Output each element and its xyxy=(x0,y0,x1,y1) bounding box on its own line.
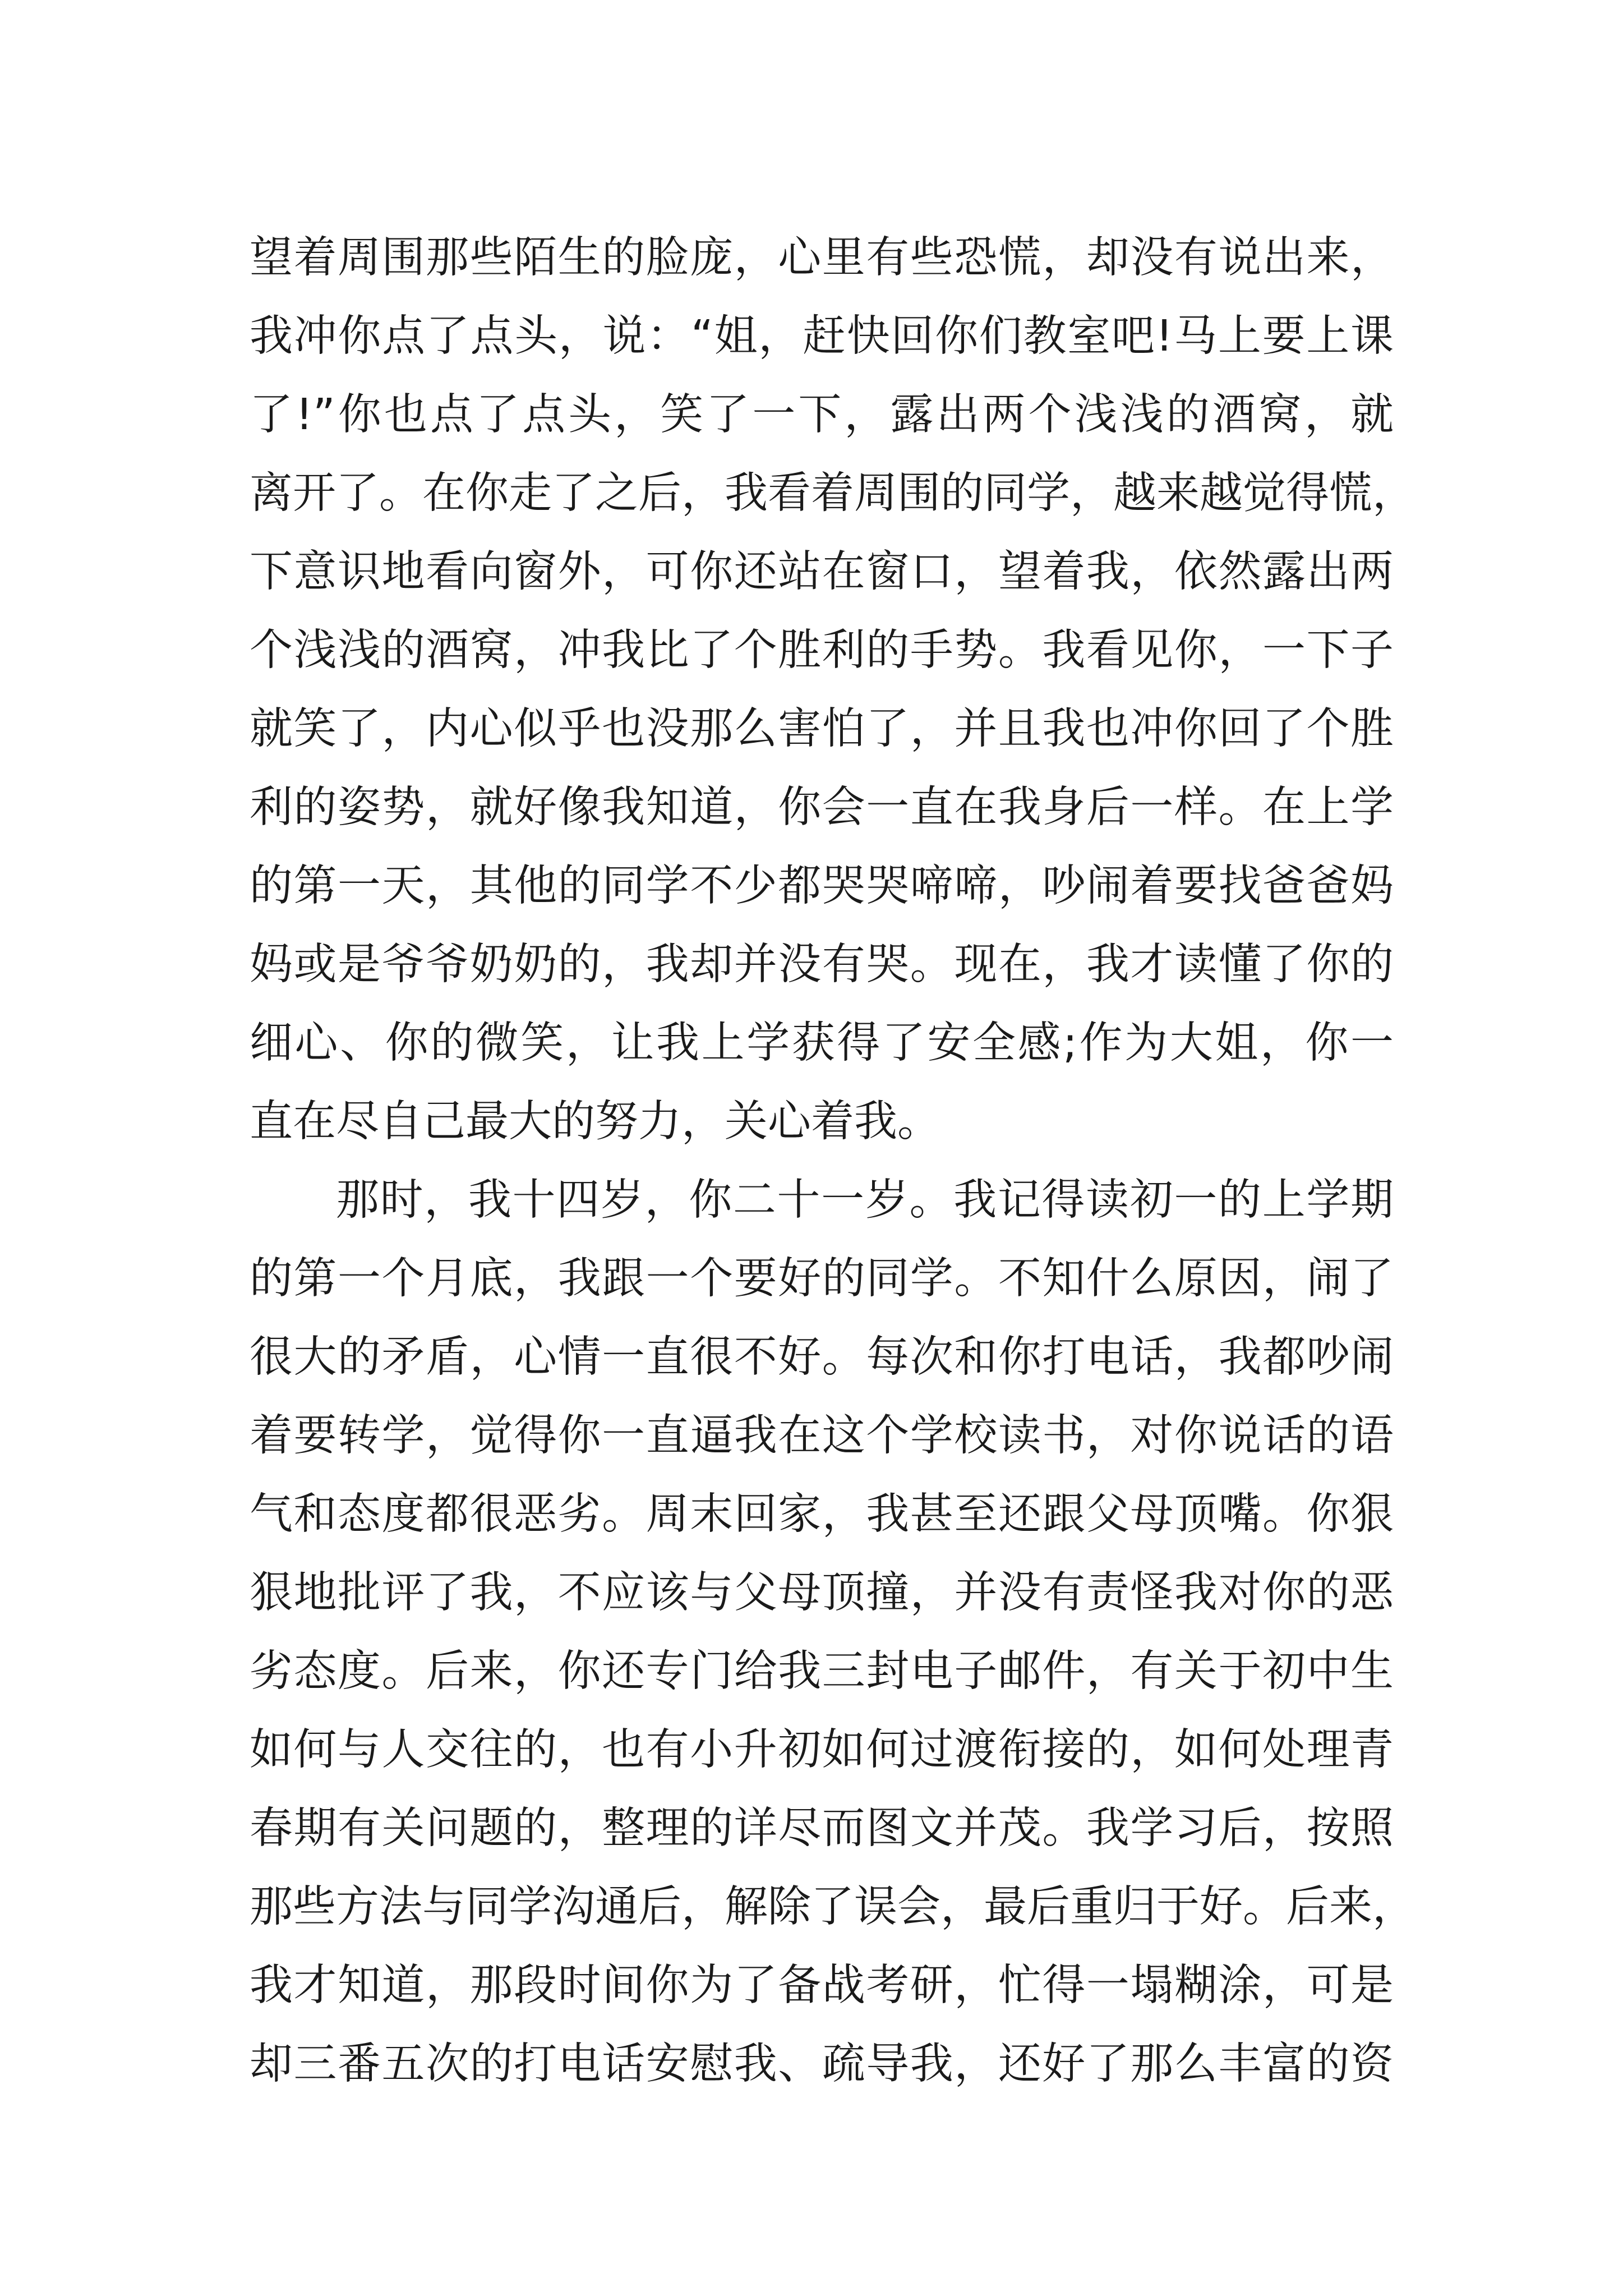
text-line: 下意识地看向窗外，可你还站在窗口，望着我，依然露出两 xyxy=(250,547,1394,597)
text-line: 的第一天，其他的同学不少都哭哭啼啼，吵闹着要找爸爸妈 xyxy=(250,861,1394,911)
text-line: 就笑了，内心似乎也没那么害怕了，并且我也冲你回了个胜 xyxy=(250,704,1394,754)
text-line: 了!”你也点了点头，笑了一下，露出两个浅浅的酒窝，就 xyxy=(250,390,1394,440)
text-line: 妈或是爷爷奶奶的，我却并没有哭。现在，我才读懂了你的 xyxy=(250,940,1394,990)
text-line: 狠地批评了我，不应该与父母顶撞，并没有责怪我对你的恶 xyxy=(250,1568,1394,1618)
text-line: 气和态度都很恶劣。周末回家，我甚至还跟父母顶嘴。你狠 xyxy=(250,1489,1394,1539)
text-line: 望着周围那些陌生的脸庞，心里有些恐慌，却没有说出来， xyxy=(250,233,1394,283)
paragraph-2 xyxy=(250,1161,1415,2104)
text-line: 离开了。在你走了之后，我看着周围的同学，越来越觉得慌， xyxy=(250,468,1415,518)
paragraph-1 xyxy=(250,219,1415,1161)
text-line: 劣态度。后来，你还专门给我三封电子邮件，有关于初中生 xyxy=(250,1646,1394,1696)
text-line: 很大的矛盾，心情一直很不好。每次和你打电话，我都吵闹 xyxy=(250,1332,1394,1382)
text-line: 利的姿势，就好像我知道，你会一直在我身后一样。在上学 xyxy=(250,783,1394,832)
text-line: 那些方法与同学沟通后，解除了误会，最后重归于好。后来， xyxy=(250,1882,1415,1932)
text-line: 却三番五次的打电话安慰我、疏导我，还好了那么丰富的资 xyxy=(250,2039,1394,2089)
text-line: 春期有关问题的，整理的详尽而图文并茂。我学习后，按照 xyxy=(250,1803,1394,1853)
text-line: 的第一个月底，我跟一个要好的同学。不知什么原因，闹了 xyxy=(250,1254,1394,1304)
text-line: 直在尽自己最大的努力，关心着我。 xyxy=(250,1097,940,1147)
text-line: 那时，我十四岁，你二十一岁。我记得读初一的上学期 xyxy=(336,1175,1394,1225)
text-line: 我冲你点了点头，说：“姐，赶快回你们教室吧!马上要上课 xyxy=(250,311,1394,361)
text-line: 着要转学，觉得你一直逼我在这个学校读书，对你说话的语 xyxy=(250,1411,1394,1461)
text-line: 细心、你的微笑，让我上学获得了安全感;作为大姐，你一 xyxy=(250,1018,1394,1068)
text-line: 个浅浅的酒窝，冲我比了个胜利的手势。我看见你，一下子 xyxy=(250,625,1394,675)
text-line: 如何与人交往的，也有小升初如何过渡衔接的，如何处理青 xyxy=(250,1725,1394,1775)
text-line: 我才知道，那段时间你为了备战考研，忙得一塌糊涂，可是 xyxy=(250,1961,1394,2010)
document-body xyxy=(250,219,1415,2104)
